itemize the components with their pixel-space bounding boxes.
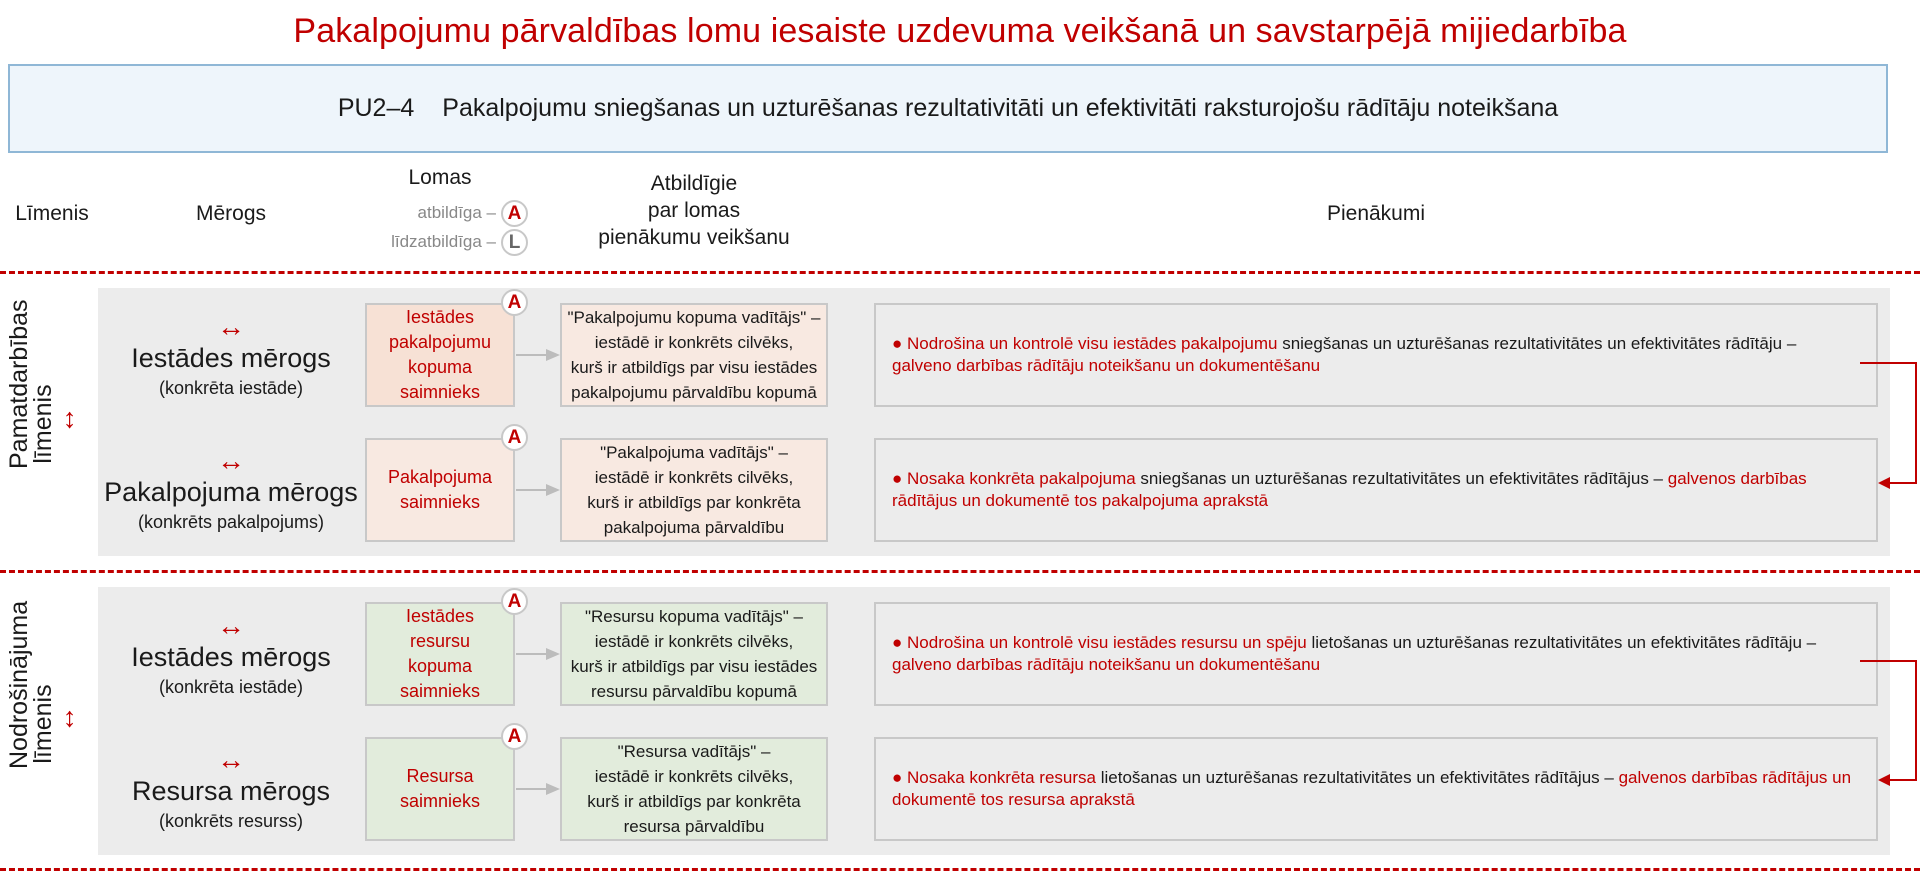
legend-coresponsible: līdzatbildīga – bbox=[391, 232, 496, 251]
scope-arrow-icon: ↔ bbox=[217, 445, 245, 476]
task-text: Pakalpojumu sniegšanas un uzturēšanas rezultativitāti un efektivitāti raksturojošu rādītāju noteikšana bbox=[442, 94, 1559, 122]
bullet-icon: ● bbox=[892, 633, 903, 652]
role-box-1: Pakalpojuma saimnieks bbox=[365, 438, 515, 542]
header-duties: Pienākumi bbox=[1326, 202, 1426, 225]
legend-badge-a: A bbox=[501, 200, 528, 227]
role-arrow-icon bbox=[516, 347, 560, 363]
responsible-box-0: "Pakalpojumu kopuma vadītājs" – iestādē ir konkrēts cilvēks, kurš ir atbildīgs par visu iestādes pakalpojumu pārvaldību kopumā bbox=[560, 303, 828, 407]
header-roles: Lomas bbox=[408, 166, 472, 189]
scope-row-2: ↔ Iestādes mērogs (konkrēta iestāde) bbox=[96, 612, 366, 700]
role-badge-a-1: A bbox=[501, 424, 528, 451]
role-box-0: Iestādes pakalpojumu kopuma saimnieks bbox=[365, 303, 515, 407]
responsible-box-3: "Resursa vadītājs" – iestādē ir konkrēts cilvēks, kurš ir atbildīgs par konkrēta resursa pārvaldību bbox=[560, 737, 828, 841]
bullet-icon: ● bbox=[892, 768, 903, 787]
bullet-icon: ● bbox=[892, 469, 903, 488]
role-badge-a-0: A bbox=[501, 289, 528, 316]
level-core-arrow-icon: ↔ bbox=[59, 406, 90, 434]
connector-arrow-icon bbox=[1860, 661, 1916, 786]
separator-bottom bbox=[0, 868, 1920, 871]
scope-row-3: ↔ Resursa mērogs (konkrēts resurss) bbox=[96, 746, 366, 834]
separator-middle bbox=[0, 570, 1920, 573]
header-responsible: Atbildīgie par lomas pienākumu veikšanu bbox=[598, 172, 790, 249]
level-core: Pamatdarbības līmenis bbox=[5, 299, 57, 469]
task-heading bbox=[8, 64, 1888, 153]
task-code: PU2–4 bbox=[337, 94, 415, 122]
duty-box-2: ● Nodrošina un kontrolē visu iestādes resursu un spēju lietošanas un uzturēšanas rezultativitātes un efektivitātes rādītāju – galveno darbības rādītāju noteikšanu un dokumentēšanu bbox=[874, 602, 1878, 706]
duty-box-3: ● Nosaka konkrēta resursa lietošanas un uzturēšanas rezultativitātes un efektivitātes rādītājus – galvenos darbības rādītājus un dokumentē tos resursa aprakstā bbox=[874, 737, 1878, 841]
role-badge-a-3: A bbox=[501, 723, 528, 750]
scope-row-1: ↔ Pakalpojuma mērogs (konkrēts pakalpojums) bbox=[96, 447, 366, 535]
duty-box-0: ● Nodrošina un kontrolē visu iestādes pakalpojumu sniegšanas un uzturēšanas rezultativitātes un efektivitātes rādītāju – galveno darbības rādītāju noteikšanu un dokumentēšanu bbox=[874, 303, 1878, 407]
responsible-box-2: "Resursu kopuma vadītājs" – iestādē ir konkrēts cilvēks, kurš ir atbildīgs par visu iestādes resursu pārvaldību kopumā bbox=[560, 602, 828, 706]
level-support-arrow-icon: ↔ bbox=[59, 705, 90, 733]
role-box-3: Resursa saimnieks bbox=[365, 737, 515, 841]
scope-row-0: ↔ Iestādes mērogs (konkrēta iestāde) bbox=[96, 313, 366, 401]
role-arrow-icon bbox=[516, 781, 560, 797]
connector-arrow-icon bbox=[1860, 363, 1916, 489]
legend-badge-l: L bbox=[501, 229, 528, 256]
role-arrow-icon bbox=[516, 646, 560, 662]
scope-arrow-icon: ↔ bbox=[217, 610, 245, 641]
scope-arrow-icon: ↔ bbox=[217, 311, 245, 342]
separator-top bbox=[0, 271, 1920, 274]
duty-connector-arrows bbox=[1860, 355, 1920, 855]
duty-box-1: ● Nosaka konkrēta pakalpojuma sniegšanas un uzturēšanas rezultativitātes un efektivitātes rādītājus – galvenos darbības rādītājus un dokumentē tos pakalpojuma aprakstā bbox=[874, 438, 1878, 542]
bullet-icon: ● bbox=[892, 334, 903, 353]
level-support: Nodrošinājuma līmenis bbox=[5, 600, 57, 769]
role-badge-a-2: A bbox=[501, 588, 528, 615]
header-scope: Mērogs bbox=[195, 202, 267, 225]
legend-responsible: atbildīga – bbox=[417, 203, 496, 222]
role-arrow-icon bbox=[516, 482, 560, 498]
header-level: Līmenis bbox=[15, 202, 89, 225]
page-title: Pakalpojumu pārvaldības lomu iesaiste uzdevuma veikšanā un savstarpējā mijiedarbība bbox=[293, 12, 1627, 50]
role-box-2: Iestādes resursu kopuma saimnieks bbox=[365, 602, 515, 706]
scope-arrow-icon: ↔ bbox=[217, 744, 245, 775]
responsible-box-1: "Pakalpojuma vadītājs" – iestādē ir konkrēts cilvēks, kurš ir atbildīgs par konkrēta pakalpojuma pārvaldību bbox=[560, 438, 828, 542]
